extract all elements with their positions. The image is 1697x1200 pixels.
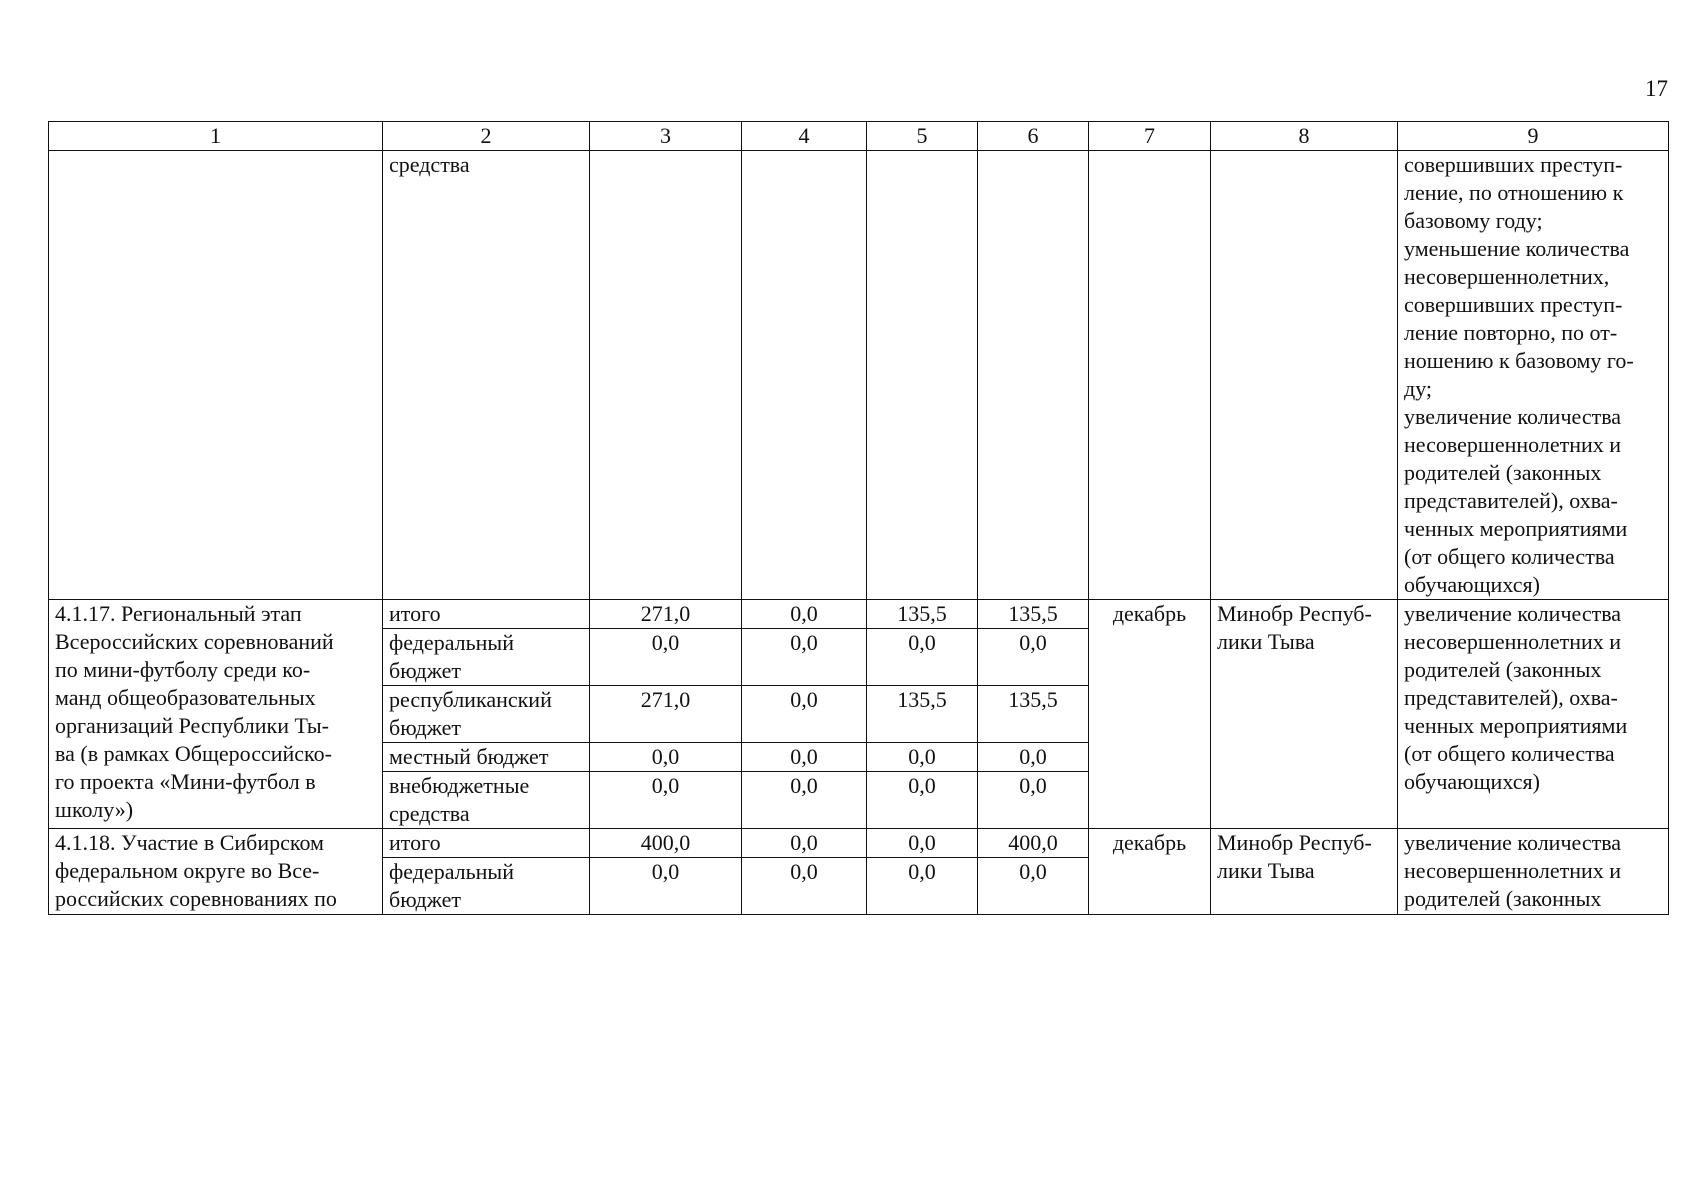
program-table	[48, 121, 1669, 915]
funding-source-cell: итого	[383, 829, 590, 858]
executor-cell: Минобр Респуб- лики Тыва	[1211, 829, 1398, 915]
column-header: 3	[590, 122, 742, 151]
total-value: 400,0	[590, 829, 742, 858]
year-value: 0,0	[978, 858, 1089, 915]
value-cell	[978, 151, 1089, 600]
value-cell	[867, 151, 978, 600]
executor-cell: Минобр Респуб- лики Тыва	[1211, 600, 1398, 829]
table-row	[49, 600, 1669, 629]
column-header: 1	[49, 122, 383, 151]
funding-source-cell: итого	[383, 600, 590, 629]
value-cell	[742, 151, 867, 600]
total-value: 0,0	[590, 743, 742, 772]
table-row	[49, 829, 1669, 858]
funding-source-cell: федеральный бюджет	[383, 858, 590, 915]
activity-title: 4.1.18. Участие в Сибирском федеральном округе во Все- российских соревнованиях по	[49, 829, 383, 915]
year-value: 135,5	[867, 686, 978, 743]
year-value: 0,0	[742, 686, 867, 743]
year-value: 0,0	[742, 743, 867, 772]
year-value: 0,0	[978, 743, 1089, 772]
funding-source-cell: внебюджетные средства	[383, 772, 590, 829]
year-value: 0,0	[978, 772, 1089, 829]
column-header: 2	[383, 122, 590, 151]
total-value: 0,0	[590, 772, 742, 829]
column-header: 9	[1398, 122, 1669, 151]
outcome-cell: совершивших преступ- ление, по отношению к базовому году; уменьшение количества несовершеннолетних, совершивших преступ- ление повторно, по от- ношению к базовому го- ду; увеличение количества несовершеннолетних и родителей (законных представителей), охва- ченных мероприятиями (от общего количества обучающихся)	[1398, 151, 1669, 600]
year-value: 0,0	[742, 600, 867, 629]
outcome-cell: увеличение количества несовершеннолетних и родителей (законных	[1398, 829, 1669, 915]
total-value: 271,0	[590, 686, 742, 743]
year-value: 0,0	[742, 829, 867, 858]
year-value: 0,0	[867, 829, 978, 858]
outcome-cell: увеличение количества несовершеннолетних и родителей (законных представителей), охва- ченных мероприятиями (от общего количества обучающихся)	[1398, 600, 1669, 829]
funding-source-cell: местный бюджет	[383, 743, 590, 772]
year-value: 135,5	[867, 600, 978, 629]
value-cell	[590, 151, 742, 600]
funding-source-cell: средства	[383, 151, 590, 600]
page-number: 17	[1645, 76, 1668, 101]
column-number-header	[49, 122, 1669, 151]
deadline-cell	[1089, 151, 1211, 600]
activity-title: 4.1.17. Региональный этап Всероссийских соревнований по мини-футболу среди ко- манд общеобразовательных организаций Республики Ты- ва (в рамках Общероссийско- го проекта «Мини-футбол в школу»)	[49, 600, 383, 829]
deadline-cell: декабрь	[1089, 829, 1211, 915]
year-value: 0,0	[867, 743, 978, 772]
year-value: 0,0	[742, 629, 867, 686]
deadline-cell: декабрь	[1089, 600, 1211, 829]
funding-source-cell: республиканский бюджет	[383, 686, 590, 743]
activity-cell	[49, 151, 383, 600]
year-value: 0,0	[742, 858, 867, 915]
column-header: 4	[742, 122, 867, 151]
year-value: 0,0	[867, 629, 978, 686]
year-value: 0,0	[867, 772, 978, 829]
funding-source-cell: федеральный бюджет	[383, 629, 590, 686]
year-value: 135,5	[978, 600, 1089, 629]
column-header: 5	[867, 122, 978, 151]
total-value: 271,0	[590, 600, 742, 629]
column-header: 6	[978, 122, 1089, 151]
column-header: 8	[1211, 122, 1398, 151]
year-value: 400,0	[978, 829, 1089, 858]
total-value: 0,0	[590, 858, 742, 915]
year-value: 0,0	[867, 858, 978, 915]
total-value: 0,0	[590, 629, 742, 686]
column-header: 7	[1089, 122, 1211, 151]
year-value: 135,5	[978, 686, 1089, 743]
executor-cell	[1211, 151, 1398, 600]
year-value: 0,0	[742, 772, 867, 829]
continuation-row	[49, 151, 1669, 600]
year-value: 0,0	[978, 629, 1089, 686]
